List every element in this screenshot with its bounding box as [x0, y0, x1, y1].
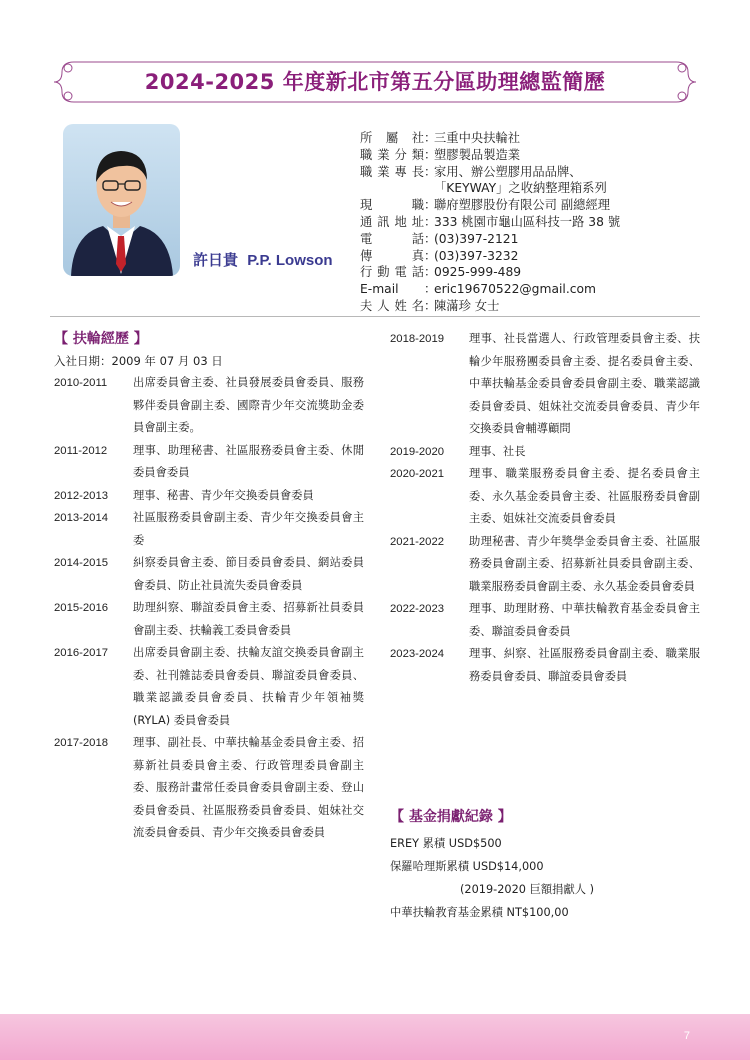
- entry-text: 理事、糾察、社區服務委員會副主委、職業服務委員會委員、聯誼委員會委員: [469, 647, 700, 683]
- donation-heading: 【 基金捐獻紀錄 】: [390, 809, 512, 825]
- entry-text: 出席委員會主委、社員發展委員會委員、服務夥伴委員會副主委、國際青少年交流獎助金委員會副主委。: [133, 376, 364, 434]
- entry-text: 理事、職業服務委員會主委、提名委員會主委、永久基金委員會主委、社區服務委員會副主委、姐妹社交流委員會委員: [469, 467, 700, 525]
- info-label: 職業專長: [360, 164, 424, 179]
- entry-year: 2022-2023: [390, 603, 445, 615]
- footer-band: [0, 1014, 750, 1060]
- donation-line: (2019-2020 巨額捐獻人 ): [460, 883, 595, 896]
- donation-line: 中華扶輪教育基金累積 NT$100,00: [390, 906, 569, 919]
- info-row: 職業分類 ： 塑膠製品製造業: [360, 147, 521, 162]
- entry-text: 理事、社長: [469, 444, 526, 458]
- experience-entry: [54, 507, 364, 552]
- profile-photo: [63, 124, 180, 276]
- join-date: 入社日期：2009 年 07 月 03 日: [54, 354, 223, 368]
- entry-year: 2021-2022: [390, 535, 445, 548]
- entry-year: 2015-2016: [54, 602, 109, 614]
- experience-entry: [54, 642, 364, 732]
- info-row: 電話 ： (03)397-2121: [360, 231, 519, 246]
- profile-name: [193, 249, 333, 270]
- info-row: 夫人姓名 ： 陳滿珍 女士: [360, 298, 500, 313]
- info-value: 陳滿珍 女士: [434, 298, 500, 313]
- info-label: 所屬社: [360, 131, 424, 145]
- entry-year: 2016-2017: [54, 647, 109, 659]
- entry-year: 2017-2018: [54, 737, 109, 749]
- donation-list: [390, 832, 594, 924]
- experience-entry: [390, 598, 700, 643]
- info-row: E-mail ： eric19670522@gmail.com: [360, 282, 597, 297]
- info-row: 傳真 ： (03)397-3232: [360, 248, 519, 263]
- info-value: (03)397-2121: [434, 231, 519, 246]
- entry-year: 2012-2013: [54, 489, 109, 502]
- info-row: 行動電話 ： 0925-999-489: [360, 265, 522, 280]
- entry-text: 理事、助理秘書、社區服務委員會主委、休閒委員會委員: [133, 443, 364, 479]
- name-zh: 許日貴: [193, 251, 239, 269]
- experience-entry: [390, 441, 700, 464]
- name-en: P.P. Lowson: [247, 252, 333, 269]
- entry-text: 助理秘書、青少年獎學金委員會主委、社區服務委員會副主委、招募新社員委員會副主委、職業服務委員會副主委、永久基金委員會委員: [469, 534, 700, 593]
- entry-year: 2020-2021: [390, 468, 445, 480]
- entry-text: 理事、社長當選人、行政管理委員會主委、扶輪少年服務團委員會主委、提名委員會主委、中華扶輪基金委員會委員會副主委、職業認識委員會委員、姐妹社交流委員會委員、青少年交換委員會輔導顧問: [469, 332, 700, 435]
- info-value: 聯府塑膠股份有限公司 副總經理: [434, 198, 611, 213]
- donation-line: EREY 累積 USD$500: [390, 837, 502, 850]
- experience-entry: [54, 732, 364, 845]
- entry-text: 理事、副社長、中華扶輪基金委員會主委、招募新社員委員會主委、行政管理委員會副主委、服務計畫常任委員會委員會副主委、登山委員會委員、社區服務委員會委員、姐妹社交流委員會委員、青少年交換委員會委員: [133, 736, 364, 839]
- entry-year: 2018-2019: [390, 333, 445, 345]
- entry-text: 理事、助理財務、中華扶輪教育基金委員會主委、聯誼委員會委員: [469, 602, 700, 638]
- experience-entry: [390, 643, 700, 688]
- experience-heading: 【 扶輪經歷 】: [54, 331, 148, 347]
- info-row: 現職 ： 聯府塑膠股份有限公司 副總經理: [360, 198, 611, 213]
- info-label: 通訊地址: [360, 214, 424, 229]
- experience-left-column: [54, 372, 364, 845]
- entry-year: 2019-2020: [390, 445, 445, 458]
- info-row: 所屬社 ： 三重中央扶輪社: [360, 131, 521, 145]
- experience-right-column: [390, 328, 700, 688]
- info-value: 塑膠製品製造業: [434, 147, 521, 162]
- page-number: 7: [683, 1030, 690, 1042]
- info-row: 通訊地址 ： 333 桃園市龜山區科技一路 38 號: [360, 214, 621, 229]
- experience-entry: [54, 485, 364, 508]
- info-label: 行動電話: [360, 265, 424, 280]
- entry-year: 2011-2012: [54, 444, 108, 457]
- entry-text: 社區服務委員會副主委、青少年交換委員會主委: [133, 511, 364, 547]
- info-value: 家用、辦公塑膠用品品牌、: [434, 164, 582, 179]
- info-value: 三重中央扶輪社: [434, 131, 521, 145]
- entry-year: 2023-2024: [390, 648, 445, 660]
- profile-info: [360, 130, 620, 315]
- entry-year: 2010-2011: [54, 377, 108, 389]
- entry-text: 糾察委員會主委、節目委員會委員、網站委員會委員、防止社員流失委員會委員: [133, 556, 364, 592]
- experience-entry: [54, 440, 364, 485]
- donation-line: 保羅哈理斯累積 USD$14,000: [390, 860, 544, 873]
- info-label: 夫人姓名: [360, 298, 424, 313]
- info-value: (03)397-3232: [434, 248, 519, 263]
- entry-text: 理事、秘書、青少年交換委員會委員: [133, 488, 314, 502]
- experience-entry: [54, 597, 364, 642]
- info-value: 333 桃園市龜山區科技一路 38 號: [434, 214, 621, 229]
- info-value[interactable]: eric19670522@gmail.com: [434, 282, 597, 297]
- info-row: 職業專長 ： 家用、辦公塑膠用品品牌、: [360, 164, 582, 179]
- info-label: 傳真: [360, 248, 424, 263]
- entry-text: 助理糾察、聯誼委員會主委、招募新社員委員會副主委、扶輪義工委員會委員: [133, 601, 364, 637]
- divider: [50, 316, 700, 317]
- experience-entry: [54, 372, 364, 440]
- entry-text: 出席委員會副主委、扶輪友誼交換委員會副主委、社刊雜誌委員會委員、聯誼委員會委員、職業認識委員會委員、扶輪青少年領袖獎(RYLA) 委員會委員: [133, 646, 364, 727]
- entry-year: 2013-2014: [54, 512, 109, 524]
- info-label: E-mail: [360, 282, 399, 297]
- entry-year: 2014-2015: [54, 557, 109, 569]
- info-value: 0925-999-489: [434, 265, 522, 280]
- page-title: 2024-2025 年度新北市第五分區助理總監簡歷: [144, 70, 606, 94]
- info-value-continued: 「KEYWAY」之收納整理箱系列: [434, 181, 607, 196]
- experience-entry: [54, 552, 364, 597]
- info-label: 職業分類: [360, 147, 424, 162]
- experience-entry: [390, 531, 700, 599]
- experience-entry: [390, 463, 700, 531]
- info-label: 現職: [360, 198, 424, 213]
- experience-entry: [390, 328, 700, 441]
- info-label: 電話: [360, 231, 424, 246]
